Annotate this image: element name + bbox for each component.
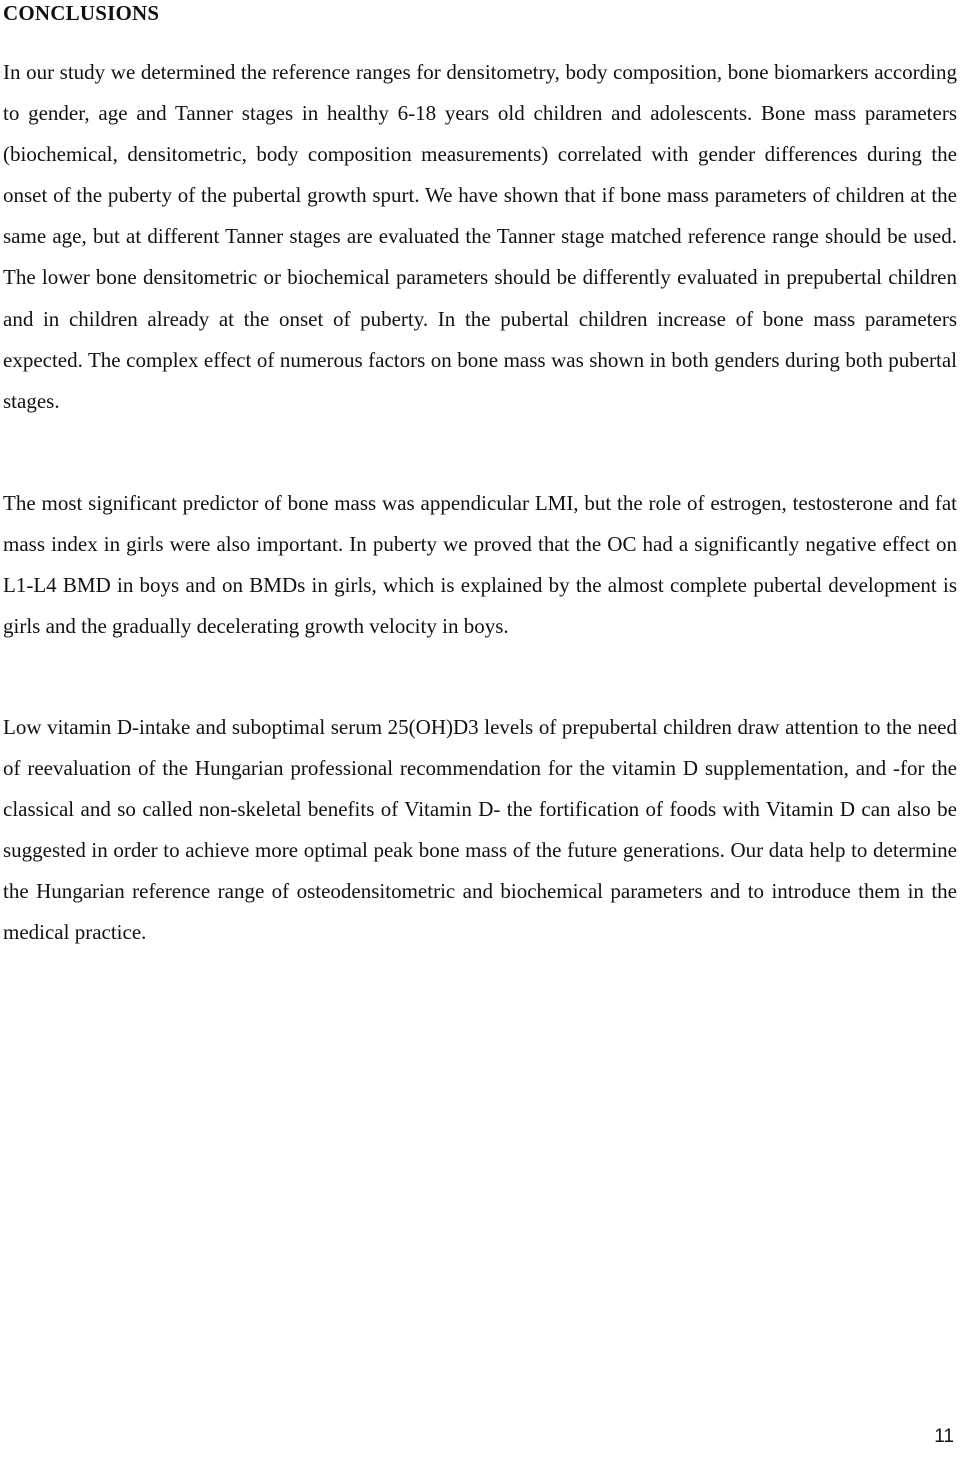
paragraph-study-findings: In our study we determined the reference ranges for densitometry, body composition, bone biomarkers according to gender, age and Tanner stages in healthy 6-18 years old children and adolescents. Bone mass parameters (biochemical, densitometric, body composition measurements) correlated with gender differences during the onset of the puberty of the pubertal growth spurt. We have shown that if bone mass parameters of children at the same age, but at different Tanner stages are evaluated the Tanner stage matched reference range should be used. The lower bone densitometric or biochemical parameters should be differently evaluated in prepubertal children and in children already at the onset of puberty. In the pubertal children increase of bone mass parameters expected. The complex effect of numerous factors on bone mass was shown in both genders during both pubertal stages. [3, 60, 957, 413]
section-heading: CONCLUSIONS [3, 1, 160, 25]
paragraph-bone-mass-predictors: The most significant predictor of bone mass was appendicular LMI, but the role of estrogen, testosterone and fat mass index in girls were also important. In puberty we proved that the OC had a significantly negative effect on L1-L4 BMD in boys and on BMDs in girls, which is explained by the almost complete pubertal development is girls and the gradually decelerating growth velocity in boys. [3, 491, 957, 639]
paragraph-vitamin-d: Low vitamin D-intake and suboptimal serum 25(OH)D3 levels of prepubertal children draw attention to the need of reevaluation of the Hungarian professional recommendation for the vitamin D supplementation, and -for the classical and so called non-skeletal benefits of Vitamin D- the fortification of foods with Vitamin D can also be suggested in order to achieve more optimal peak bone mass of the future generations. Our data help to determine the Hungarian reference range of osteodensitometric and biochemical parameters and to introduce them in the medical practice. [3, 715, 957, 945]
page-number: 11 [934, 1426, 954, 1447]
